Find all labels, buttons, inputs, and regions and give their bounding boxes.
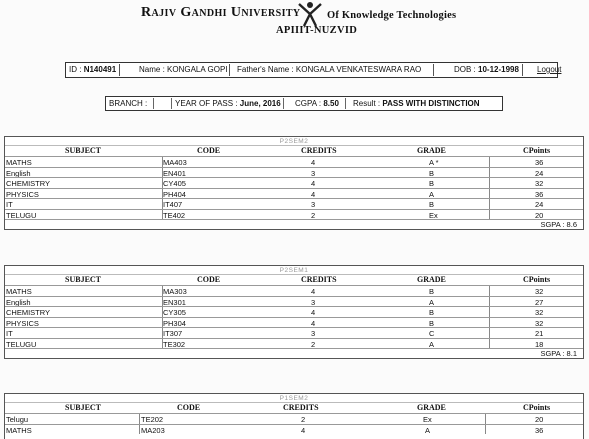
credits: 4 xyxy=(311,318,316,328)
father-name-value: KONGALA VENKATESWARA RAO xyxy=(295,65,422,74)
table-row xyxy=(5,156,583,167)
dob xyxy=(447,64,523,76)
col-credits: CREDITS xyxy=(301,275,337,284)
table-row xyxy=(5,306,583,317)
table-row xyxy=(5,209,583,220)
credits: 4 xyxy=(311,158,316,167)
credits: 3 xyxy=(311,329,316,338)
grade: A xyxy=(429,297,435,307)
table-row xyxy=(5,167,583,178)
student-name-label: Name : xyxy=(139,65,165,74)
subject: Telugu xyxy=(6,415,29,424)
university-logo-icon xyxy=(296,0,324,28)
credits: 3 xyxy=(311,168,316,178)
year-of-pass-label: YEAR OF PASS : xyxy=(175,99,238,108)
branch-label: BRANCH : xyxy=(106,98,154,109)
subject: TELUGU xyxy=(6,210,37,220)
code: TE302 xyxy=(163,339,186,349)
col-subject: SUBJECT xyxy=(65,275,102,284)
subject: MATHS xyxy=(6,158,32,167)
col-credits: CREDITS xyxy=(283,403,319,412)
col-grade: GRADE xyxy=(417,146,446,155)
semester-table-p2sem1 xyxy=(4,265,584,359)
result-summary-bar xyxy=(105,96,503,111)
code: IT407 xyxy=(163,200,183,209)
table-row xyxy=(5,424,583,435)
subject: CHEMISTRY xyxy=(6,179,51,188)
result-label: Result : xyxy=(353,99,381,108)
table-row xyxy=(5,338,583,349)
semester-title: P1SEM2 xyxy=(5,394,583,403)
cpoints: 20 xyxy=(535,210,544,220)
code: CY305 xyxy=(163,308,186,317)
grade: Ex xyxy=(423,415,432,424)
credits: 4 xyxy=(301,425,306,435)
cpoints: 24 xyxy=(535,200,544,209)
semester-table-p2sem2 xyxy=(4,136,584,230)
code: TE202 xyxy=(141,415,164,424)
credits: 3 xyxy=(311,200,316,209)
subject: PHYSICS xyxy=(6,318,39,328)
grade: B xyxy=(429,168,435,178)
result-value: PASS WITH DISTINCTION xyxy=(382,99,480,108)
campus-name: APIIIT-NUZVID xyxy=(276,25,358,36)
table-header xyxy=(5,275,583,285)
cpoints: 18 xyxy=(535,339,544,349)
cpoints: 24 xyxy=(535,168,544,178)
cpoints: 27 xyxy=(535,297,544,307)
table-row xyxy=(5,198,583,209)
cpoints: 32 xyxy=(535,308,544,317)
table-header xyxy=(5,146,583,156)
col-code: CODE xyxy=(197,146,221,155)
branch-value xyxy=(154,98,172,109)
father-name-label: Father's Name : xyxy=(237,65,294,74)
student-info-bar xyxy=(65,62,562,78)
subject: IT xyxy=(6,200,13,209)
credits: 2 xyxy=(301,415,306,424)
cpoints: 20 xyxy=(535,415,544,424)
credits: 2 xyxy=(311,210,316,220)
grade: B xyxy=(429,318,435,328)
subject: MATHS xyxy=(6,287,32,296)
grade: A xyxy=(425,425,431,435)
cpoints: 32 xyxy=(535,318,544,328)
cpoints: 36 xyxy=(535,189,544,199)
university-name: Rajiv Gandhi University xyxy=(141,5,301,20)
grade: B xyxy=(429,200,435,209)
subject: PHYSICS xyxy=(6,189,39,199)
dob-label: DOB : xyxy=(454,65,476,74)
subject: English xyxy=(6,297,31,307)
table-row xyxy=(5,177,583,188)
col-cpoints: CPoints xyxy=(523,403,551,412)
cgpa-value: 8.50 xyxy=(323,99,339,108)
code: EN301 xyxy=(163,297,186,307)
semester-title: P2SEM2 xyxy=(5,137,583,146)
col-code: CODE xyxy=(177,403,201,412)
cpoints: 36 xyxy=(535,158,544,167)
grade: A * xyxy=(429,158,439,167)
grade: B xyxy=(429,179,435,188)
code: IT307 xyxy=(163,329,183,338)
cgpa xyxy=(284,98,346,109)
father-name xyxy=(234,64,434,76)
semester-title: P2SEM1 xyxy=(5,266,583,275)
code: TE402 xyxy=(163,210,186,220)
grade: A xyxy=(429,189,435,199)
student-id-label: ID : xyxy=(69,65,82,74)
year-of-pass xyxy=(172,98,284,109)
student-id xyxy=(66,64,120,76)
credits: 4 xyxy=(311,308,316,317)
grade: A xyxy=(429,339,435,349)
table-row xyxy=(5,285,583,296)
code: PH304 xyxy=(163,318,186,328)
subject: English xyxy=(6,168,31,178)
student-name xyxy=(124,64,230,76)
cpoints: 32 xyxy=(535,179,544,188)
subject: IT xyxy=(6,329,13,338)
col-cpoints: CPoints xyxy=(523,275,551,284)
credits: 4 xyxy=(311,189,316,199)
table-header xyxy=(5,403,583,413)
col-grade: GRADE xyxy=(417,275,446,284)
table-row xyxy=(5,413,583,424)
col-grade: GRADE xyxy=(417,403,446,412)
col-cpoints: CPoints xyxy=(523,146,551,155)
code: MA403 xyxy=(163,158,187,167)
credits: 2 xyxy=(311,339,316,349)
table-row xyxy=(5,188,583,199)
credits: 4 xyxy=(311,287,316,296)
table-row xyxy=(5,296,583,307)
cgpa-label: CGPA : xyxy=(295,99,322,108)
university-tagline: Of Knowledge Technologies xyxy=(327,10,457,21)
code: EN401 xyxy=(163,168,186,178)
result xyxy=(346,98,483,109)
logout-link[interactable]: Logout xyxy=(537,65,562,74)
grade: C xyxy=(429,329,435,338)
code: MA303 xyxy=(163,287,187,296)
student-id-value: N140491 xyxy=(83,65,117,74)
year-of-pass-value: June, 2016 xyxy=(239,99,281,108)
col-subject: SUBJECT xyxy=(65,146,102,155)
grade: B xyxy=(429,308,435,317)
sgpa-value: SGPA : 8.6 xyxy=(5,219,583,229)
table-row xyxy=(5,317,583,328)
col-subject: SUBJECT xyxy=(65,403,102,412)
student-name-value: KONGALA GOPI xyxy=(167,65,228,74)
col-code: CODE xyxy=(197,275,221,284)
credits: 3 xyxy=(311,297,316,307)
university-header xyxy=(0,0,589,36)
col-credits: CREDITS xyxy=(301,146,337,155)
cpoints: 21 xyxy=(535,329,544,338)
semester-table-p1sem2 xyxy=(4,393,584,439)
sgpa-value: SGPA : 8.1 xyxy=(5,348,583,358)
code: CY405 xyxy=(163,179,186,188)
subject: MATHS xyxy=(6,425,32,435)
grade: Ex xyxy=(429,210,438,220)
code: MA203 xyxy=(141,425,165,435)
subject: CHEMISTRY xyxy=(6,308,51,317)
dob-value: 10-12-1998 xyxy=(478,65,519,74)
cpoints: 32 xyxy=(535,287,544,296)
code: PH404 xyxy=(163,189,186,199)
grade: B xyxy=(429,287,435,296)
credits: 4 xyxy=(311,179,316,188)
cpoints: 36 xyxy=(535,425,544,435)
table-row xyxy=(5,327,583,338)
subject: TELUGU xyxy=(6,339,37,349)
